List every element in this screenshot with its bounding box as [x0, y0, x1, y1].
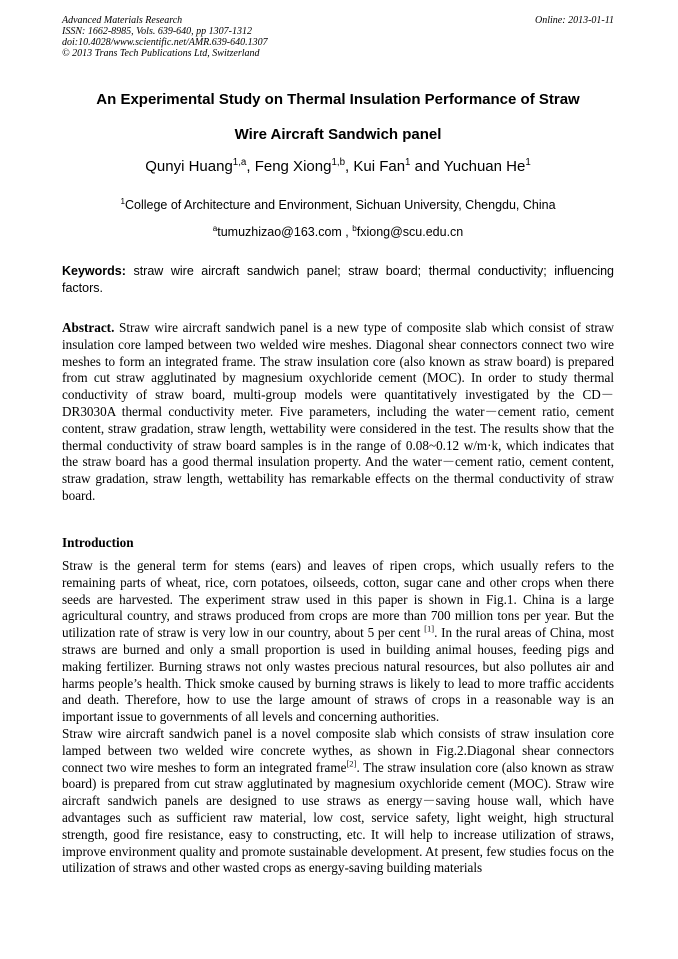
author-sup: 1	[525, 157, 531, 168]
keywords-block	[62, 263, 614, 297]
abstract-text: Straw wire aircraft sandwich panel is a new type of composite slab which consist of straw insulation core lamped between two welded wire meshes. Diagonal shear connectors connect two wire meshes to form an integrated frame. The straw insulation core (also known as straw board) is prepared from cut straw agglutinated by magnesium oxychloride cement (MOC). In order to study thermal conductivity of straw board, multi-group models were quantitatively investigated by the CD－DR3030A thermal conductivity meter. Five parameters, including the water－cement ratio, cement content, straw gradation, straw length, wettability were considered in the test. The results show that the thermal conductivity of straw board samples is in the range of 0.08~0.12 w/m·k, which indicates that the straw board has a good thermal insulation property. And the water－cement ratio, cement content, straw gradation, straw length, wettability has remarkable effects on the thermal conductivity of straw board.	[62, 320, 614, 503]
abstract-block	[62, 320, 614, 505]
intro-paragraph-2	[62, 726, 614, 877]
author-name: Kui Fan	[353, 158, 406, 175]
paper-title-line-2: Wire Aircraft Sandwich panel	[234, 126, 442, 143]
journal-name: Advanced Materials Research	[62, 15, 183, 26]
author-name: Qunyi Huang	[145, 158, 233, 175]
intro-p2-text-a: Straw wire aircraft sandwich panel is a novel composite slab which consists of straw insulation core lamped between two welded wire concrete wythes, as shown in Fig.2.Diagonal shear connectors connect two wire meshes to form an integrated frame	[62, 725, 614, 775]
author-separator: and	[410, 158, 444, 175]
intro-p1-text-b: . In the rural areas of China, most straws are burned and only a small proportion is used in building animal houses, feeding pigs and making fertilizer. Burning straws not only wastes precious natural resources, but also pollutes air and harms people’s health. Thick smoke caused by burning straws is likely to lead to more traffic accidents and death. Therefore, how to use the large amount of straws of crops in a reasonable way is an important issue to governments of all levels and concerning authorities.	[62, 625, 614, 725]
keywords-text: straw wire aircraft sandwich panel; straw board; thermal conductivity; influencing factors.	[62, 264, 614, 295]
affiliation	[62, 198, 614, 212]
intro-paragraph-1	[62, 558, 614, 726]
email-b: fxiong@scu.edu.cn	[356, 225, 464, 239]
copyright-line: © 2013 Trans Tech Publications Ltd, Switzerland	[62, 48, 260, 59]
doi-line: doi:10.4028/www.scientific.net/AMR.639-640.1307	[62, 37, 268, 48]
issn-line: ISSN: 1662-8985, Vols. 639-640, pp 1307-1312	[62, 26, 252, 37]
author-sup: 1,b	[331, 157, 345, 168]
email-a: tumuzhizao@163.com ,	[217, 225, 353, 239]
citation-ref: [2]	[346, 758, 357, 769]
intro-p1-text-a: Straw is the general term for stems (ears) and leaves of ripen crops, which usually refers to the remaining parts of wheat, rice, corn potatoes, oilseeds, cotton, sugar cane and other crops when there seeds are harvested. The experiment straw used in this paper is shown in Fig.1. China is a large agricultural country, and straws produced from crops are more than 700 million tons per year. But the utilization rate of straw is very low in our country, about 5 per cent	[62, 558, 614, 641]
journal-header	[62, 15, 268, 59]
author-separator: ,	[246, 158, 255, 175]
keywords-label: Keywords:	[62, 264, 126, 278]
email-sup-a: a	[212, 223, 218, 233]
author-separator: ,	[345, 158, 354, 175]
author-name: Feng Xiong	[254, 158, 332, 175]
section-heading-introduction: Introduction	[62, 535, 134, 550]
citation-ref: [1]	[424, 623, 435, 634]
author-list	[62, 158, 614, 175]
affiliation-sup: 1	[120, 196, 125, 206]
author-sup: 1	[405, 157, 411, 168]
author-emails	[62, 225, 614, 239]
email-sup-b: b	[352, 223, 357, 233]
abstract-label: Abstract.	[62, 320, 115, 335]
online-date: Online: 2013-01-11	[535, 15, 614, 26]
author-sup: 1,a	[232, 157, 247, 168]
paper-title-line-1: An Experimental Study on Thermal Insulation Performance of Straw	[96, 91, 580, 108]
affiliation-text: College of Architecture and Environment, Sichuan University, Chengdu, China	[124, 198, 556, 212]
author-name: Yuchuan He	[443, 158, 526, 175]
intro-p2-text-b: . The straw insulation core (also known as straw board) is prepared from cut straw agglutinated by magnesium oxychloride cement (MOC). Straw wire aircraft sandwich panels are designed to use straws as energy－saving house wall, which have advantages such as sufficient raw material, low cost, service safety, light weight, high structural strength, good fire resistance, easy to constructing, etc. It will help to increase utilization of straws, improve environment quality and promote sustainable development. At present, few studies focus on the utilization of straws and other wasted crops as energy-saving building materials	[62, 759, 614, 876]
introduction-body	[62, 558, 614, 877]
